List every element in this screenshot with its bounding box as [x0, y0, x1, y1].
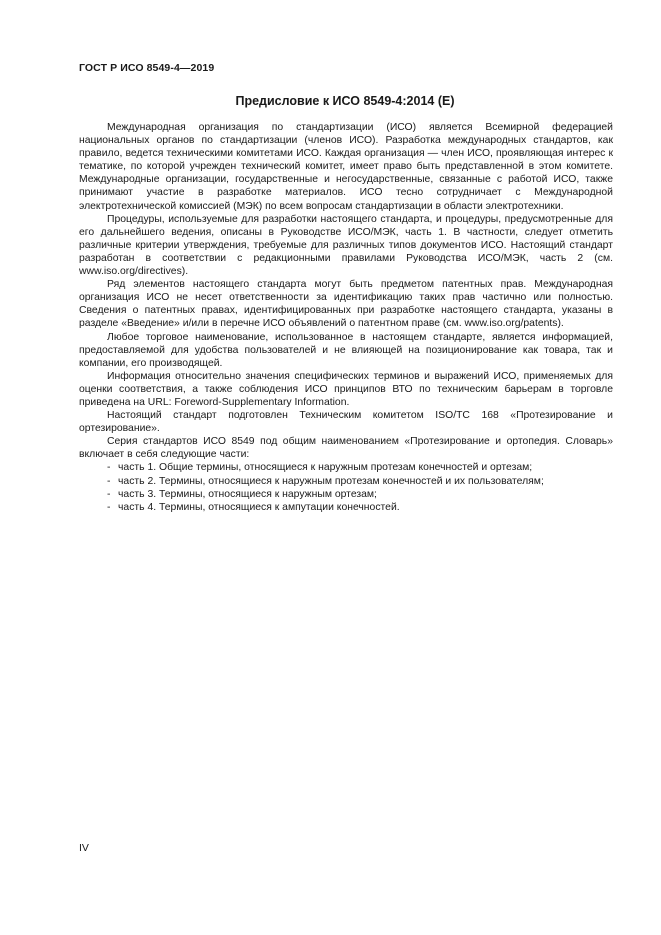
paragraph: Процедуры, используемые для разработки настоящего стандарта, и процедуры, предусмотренные для его дальнейшего ведения, описаны в Руководстве ИСО/МЭК, часть 1. В частности, следует отметить различные критерии утверждения, требуемые для различных типов документов ИСО. Настоящий стандарт разработан в соответствии с редакционными правилами Руководства ИСО/МЭК, часть 2 (см. www.iso.org/directives).: [79, 213, 613, 278]
list-marker: -: [107, 462, 111, 474]
list-marker: -: [107, 488, 111, 500]
paragraph: Настоящий стандарт подготовлен Техническим комитетом ISO/TC 168 «Протезирование и ортезирование».: [79, 410, 613, 435]
standard-header: ГОСТ Р ИСО 8549-4—2019: [79, 62, 215, 74]
paragraph: Международная организация по стандартизации (ИСО) является Всемирной федерацией национальных органов по стандартизации (членов ИСО). Разработка международных стандартов, как правило, ведется техническими комитетами ИСО. Каждая организация — член ИСО, проявляющая интерес к тематике, по которой учрежден технический комитет, имеет право быть представленной в этом комитете. Международные организации, государственные и негосударственные, связанные с работой ИСО, также принимают участие в разработке материалов. ИСО тесно сотрудничает с Международной электротехнической комиссией (МЭК) по всем вопросам стандартизации в области электротехники.: [79, 122, 613, 212]
paragraph: Серия стандартов ИСО 8549 под общим наименованием «Протезирование и ортопедия. Словарь» включает в себя следующие части:: [79, 436, 613, 461]
section-title: Предисловие к ИСО 8549-4:2014 (Е): [235, 94, 455, 108]
paragraph: Информация относительно значения специфических терминов и выражений ИСО, применяемых для оценки соответствия, а также соблюдения ИСО принципов ВТО по техническим барьерам в торговле приведена на URL: Foreword-Supplementary Information.: [79, 370, 613, 408]
list-item: [79, 475, 613, 488]
foreword-body: [79, 121, 613, 514]
list-item: [79, 501, 613, 514]
list-item: [79, 488, 613, 501]
list-item-text: часть 4. Термины, относящиеся к ампутации конечностей.: [118, 501, 400, 513]
list-item: [79, 461, 613, 474]
page-number: IV: [79, 842, 89, 854]
list-marker: -: [107, 501, 111, 513]
list-item-text: часть 3. Термины, относящиеся к наружным ортезам;: [118, 488, 377, 500]
parts-list: [79, 461, 613, 513]
list-item-text: часть 2. Термины, относящиеся к наружным протезам конечностей и их пользователям;: [118, 475, 544, 487]
paragraph: Любое торговое наименование, использованное в настоящем стандарте, является информацией, предоставляемой для удобства пользователей и не влияющей на позиционирование как товара, так и компании, его производящей.: [79, 331, 613, 369]
list-marker: -: [107, 475, 111, 487]
paragraph: Ряд элементов настоящего стандарта могут быть предметом патентных прав. Международная организация ИСО не несет ответственности за идентификацию таких прав частично или полностью. Сведения о патентных правах, идентифицированных при разработке настоящего стандарта, указаны в разделе «Введение» и/или в перечне ИСО объявлений о патентном праве (см. www.iso.org/patents).: [79, 279, 613, 330]
list-item-text: часть 1. Общие термины, относящиеся к наружным протезам конечностей и ортезам;: [118, 462, 533, 474]
